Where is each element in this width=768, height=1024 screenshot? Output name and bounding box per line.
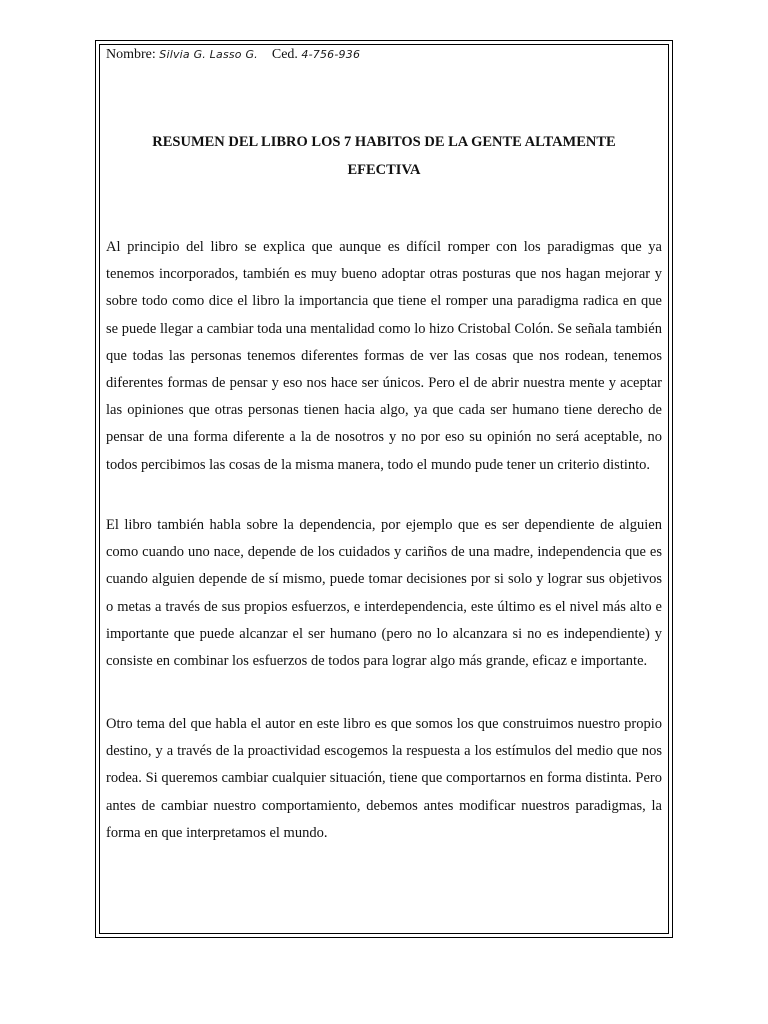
title-line-1: RESUMEN DEL LIBRO LOS 7 HABITOS DE LA GENTE ALTAMENTE — [152, 134, 616, 150]
handwritten-id-number: 4-756-936 — [301, 48, 361, 61]
id-label: Ced. — [271, 47, 298, 62]
paragraph-1: Al principio del libro se explica que aunque es difícil romper con los paradigmas que ya tenemos incorporados, también es muy bueno adoptar otras posturas que nos hagan mejorar y sobre todo como dice el libro la importancia que tiene el romper una paradigma radica en que se puede llegar a cambiar toda una mentalidad como lo hizo Cristobal Colón. Se señala también que todas las personas tenemos diferentes formas de ver las cosas que nos rodean, tenemos diferentes formas de pensar y eso nos hace ser únicos. Pero el de abrir nuestra mente y aceptar las opiniones que otras personas tienen hacia algo, ya que cada ser humano tiene derecho de pensar de una forma diferente a la de nosotros y no por eso su opinión no será aceptable, no todos percibimos las cosas de la misma manera, todo el mundo pude tener un criterio distinto. — [106, 239, 662, 473]
student-header — [106, 46, 360, 64]
paragraph-3: Otro tema del que habla el autor en este libro es que somos los que construimos nuestro propio destino, y a través de la proactividad escogemos la respuesta a los estímulos del medio que nos rodea. Si queremos cambiar cualquier situación, tiene que comportarnos en forma distinta. Pero antes de cambiar nuestro comportamiento, debemos antes modificar nuestros paradigmas, la forma en que interpretamos el mundo. — [106, 716, 662, 841]
name-label: Nombre: — [106, 47, 156, 62]
paragraph-2: El libro también habla sobre la dependencia, por ejemplo que es ser dependiente de alguien como cuando uno nace, depende de los cuidados y cariños de una madre, independencia que es cuando alguien depende de sí mismo, puede tomar decisiones por si solo y lograr sus objetivos o metas a través de sus propios esfuerzos, e interdependencia, este último es el nivel más alto e importante que puede alcanzar el ser humano (pero no lo alcanzara si no es independiente) y consiste en combinar los esfuerzos de todos para lograr algo más grande, eficaz e importante. — [106, 517, 662, 670]
document-title — [106, 128, 662, 184]
title-line-2: EFECTIVA — [347, 162, 421, 178]
handwritten-name: Silvia G. Lasso G. — [159, 48, 258, 61]
